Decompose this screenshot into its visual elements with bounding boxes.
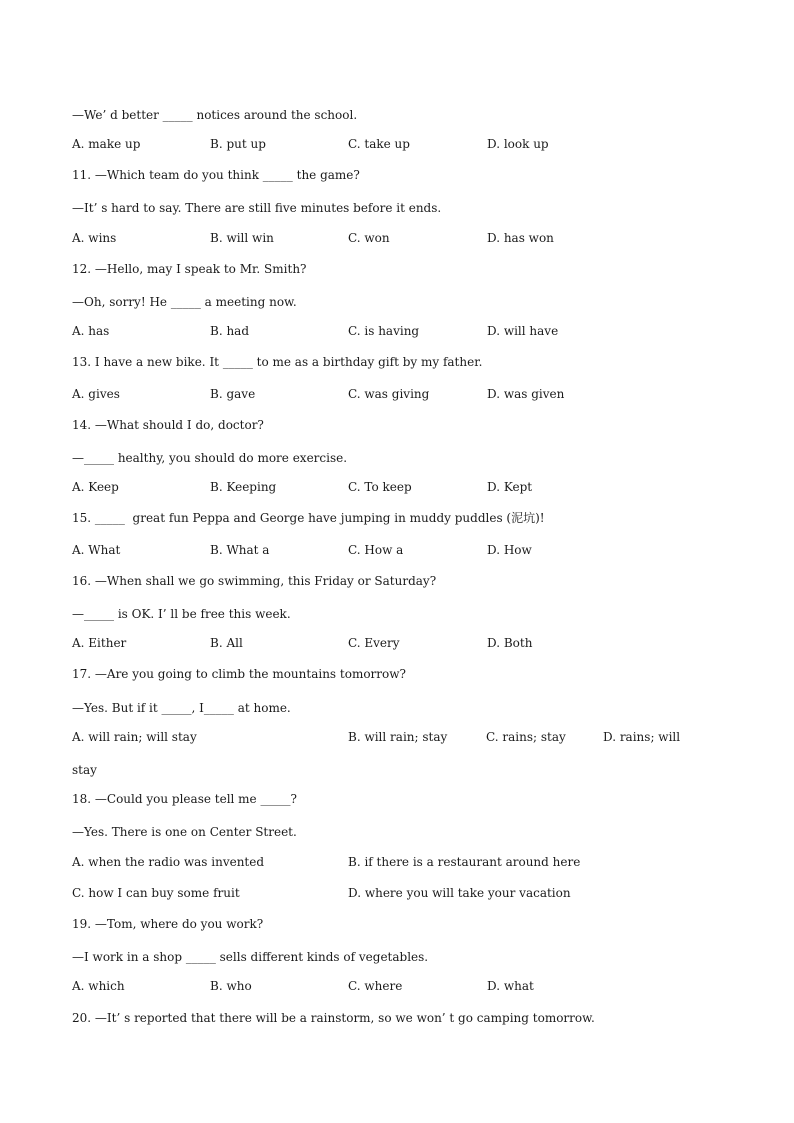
q14-option-c: C. To keep [348, 480, 412, 494]
q19-option-b: B. who [210, 979, 252, 993]
q17-option-d: D. rains; will [603, 730, 681, 744]
q14-option-d: D. Kept [487, 480, 533, 494]
q19-response: —I work in a shop _____ sells different kinds of vegetables. [72, 950, 429, 964]
q15-question: 15. _____ great fun Peppa and George have jumping in muddy puddles (泥坑)! [72, 511, 545, 525]
q12-option-c: C. is having [348, 324, 420, 338]
q12-option-d: D. will have [487, 324, 559, 338]
q16-option-b: B. All [210, 636, 243, 650]
q20-question: 20. —It’ s reported that there will be a rainstorm, so we won’ t go camping tomorrow. [72, 1011, 595, 1025]
q11-option-c: C. won [348, 231, 390, 245]
q11-option-b: B. will win [210, 231, 274, 245]
q19-question: 19. —Tom, where do you work? [72, 917, 264, 931]
q12-option-a: A. has [72, 324, 110, 338]
q13-option-a: A. gives [72, 387, 120, 401]
q10-option-d: D. look up [487, 137, 549, 151]
q10-response: —We’ d better _____ notices around the school. [72, 108, 358, 122]
q11-option-d: D. has won [487, 231, 554, 245]
q16-option-a: A. Either [72, 636, 127, 650]
q16-question: 16. —When shall we go swimming, this Friday or Saturday? [72, 574, 437, 588]
q17-option-d-wrap: stay [72, 763, 97, 777]
q19-option-d: D. what [487, 979, 534, 993]
q16-option-d: D. Both [487, 636, 533, 650]
q15-option-b: B. What a [210, 543, 270, 557]
q17-option-a: A. will rain; will stay [72, 730, 197, 744]
q17-response: —Yes. But if it _____, I_____ at home. [72, 701, 291, 715]
q13-option-b: B. gave [210, 387, 256, 401]
q13-question: 13. I have a new bike. It _____ to me as a birthday gift by my father. [72, 355, 483, 369]
q10-option-a: A. make up [72, 137, 141, 151]
q18-option-d: D. where you will take your vacation [348, 886, 571, 900]
q16-response: —_____ is OK. I’ ll be free this week. [72, 607, 291, 621]
q14-option-a: A. Keep [72, 480, 119, 494]
q13-option-d: D. was given [487, 387, 565, 401]
q14-response: —_____ healthy, you should do more exercise. [72, 451, 348, 465]
q16-option-c: C. Every [348, 636, 400, 650]
q12-response: —Oh, sorry! He _____ a meeting now. [72, 295, 297, 309]
q15-option-d: D. How [487, 543, 532, 557]
q18-option-c: C. how I can buy some fruit [72, 886, 240, 900]
q17-question: 17. —Are you going to climb the mountains tomorrow? [72, 667, 406, 681]
q12-question: 12. —Hello, may I speak to Mr. Smith? [72, 262, 307, 276]
q14-question: 14. —What should I do, doctor? [72, 418, 264, 432]
q13-option-c: C. was giving [348, 387, 430, 401]
q18-option-a: A. when the radio was invented [72, 855, 265, 869]
q15-option-c: C. How a [348, 543, 404, 557]
q12-option-b: B. had [210, 324, 250, 338]
q10-option-b: B. put up [210, 137, 266, 151]
q15-option-a: A. What [72, 543, 121, 557]
q19-option-a: A. which [72, 979, 125, 993]
q14-option-b: B. Keeping [210, 480, 277, 494]
q10-option-c: C. take up [348, 137, 410, 151]
q11-response: —It’ s hard to say. There are still five minutes before it ends. [72, 201, 442, 215]
q18-question: 18. —Could you please tell me _____? [72, 792, 297, 806]
q17-option-c: C. rains; stay [486, 730, 566, 744]
q18-option-b: B. if there is a restaurant around here [348, 855, 581, 869]
q18-response: —Yes. There is one on Center Street. [72, 825, 297, 839]
q11-option-a: A. wins [72, 231, 117, 245]
q11-question: 11. —Which team do you think _____ the game? [72, 168, 360, 182]
q17-option-b: B. will rain; stay [348, 730, 448, 744]
q19-option-c: C. where [348, 979, 403, 993]
